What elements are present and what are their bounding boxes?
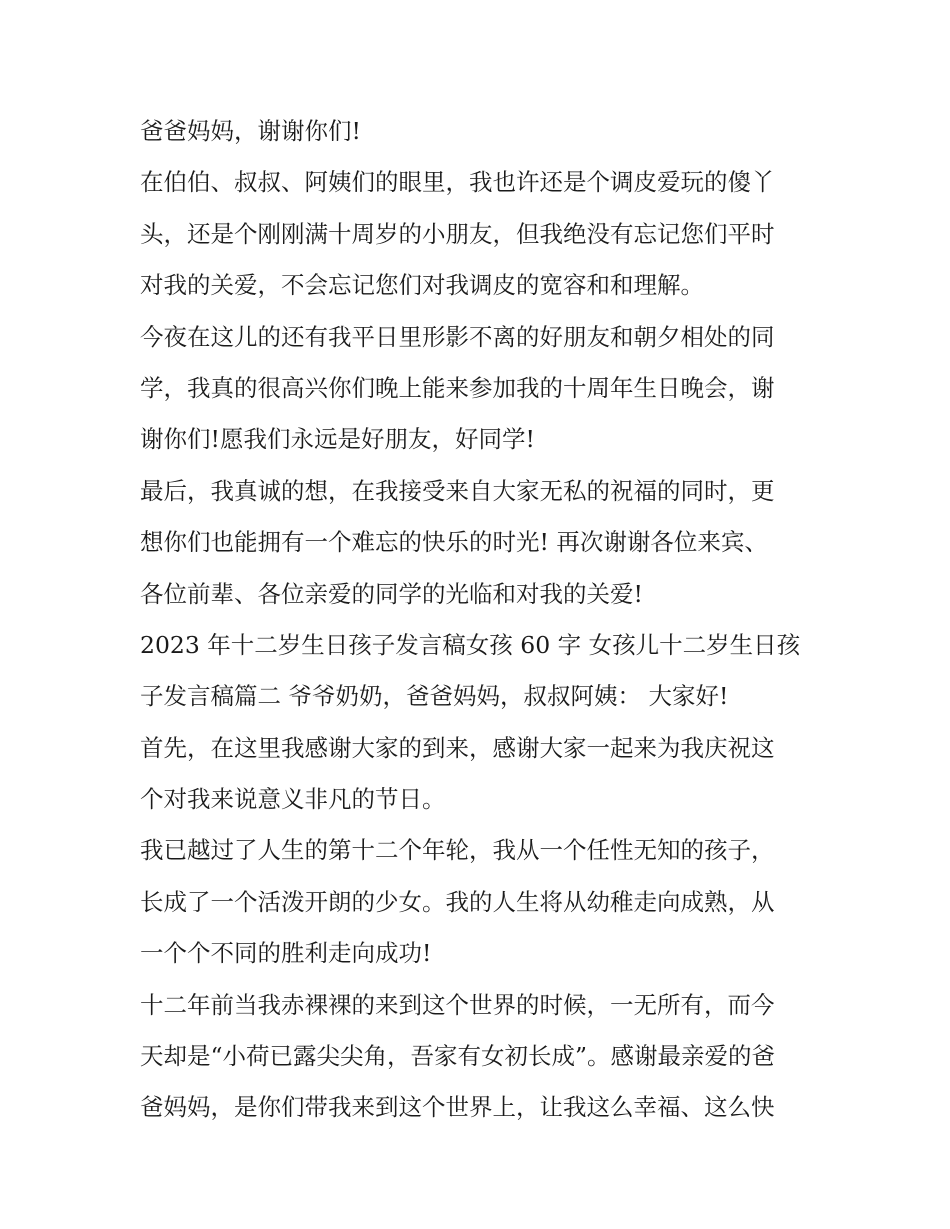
text-line: 对我的关爱，不会忘记您们对我调皮的宽容和和理解。 <box>140 271 704 300</box>
text-line: 今夜在这儿的还有我平日里形影不离的好朋友和朝夕相处的同 <box>140 322 775 351</box>
text-line: 爸妈妈，是你们带我来到这个世界上，让我这么幸福、这么快 <box>140 1093 775 1122</box>
document-body <box>140 106 816 1134</box>
text-line: 在伯伯、叔叔、阿姨们的眼里，我也许还是个调皮爱玩的傻丫 <box>140 168 775 197</box>
text-line: 首先，在这里我感谢大家的到来，感谢大家一起来为我庆祝这 <box>140 733 775 762</box>
text-line: 最后，我真诚的想，在我接受来自大家无私的祝福的同时，更 <box>140 476 775 505</box>
text-line: 长成了一个活泼开朗的少女。我的人生将从幼稚走向成熟，从 <box>140 887 775 916</box>
text-line: 想你们也能拥有一个难忘的快乐的时光! 再次谢谢各位来宾、 <box>140 528 768 557</box>
text-line: 头，还是个刚刚满十周岁的小朋友，但我绝没有忘记您们平时 <box>140 219 775 248</box>
text-line: 我已越过了人生的第十二个年轮，我从一个任性无知的孩子， <box>140 836 775 865</box>
text-line: 天却是“小荷已露尖尖角，吾家有女初长成”。感谢最亲爱的爸 <box>140 1042 776 1071</box>
text-line: 十二年前当我赤裸裸的来到这个世界的时候，一无所有，而今 <box>140 990 775 1019</box>
text-line: 一个个不同的胜利走向成功! <box>140 939 432 968</box>
text-line: 各位前辈、各位亲爱的同学的光临和对我的关爱! <box>140 579 643 608</box>
text-line: 子发言稿篇二 爷爷奶奶，爸爸妈妈，叔叔阿姨： 大家好! <box>140 682 729 711</box>
text-line: 爸爸妈妈，谢谢你们! <box>140 117 361 145</box>
text-line: 2023 年十二岁生日孩子发言稿女孩 60 字 女孩儿十二岁生日孩 <box>140 630 801 659</box>
text-line: 个对我来说意义非凡的节日。 <box>140 785 446 814</box>
text-line: 学，我真的很高兴你们晚上能来参加我的十周年生日晚会，谢 <box>140 373 775 402</box>
text-line: 谢你们!愿我们永远是好朋友，好同学! <box>140 425 535 454</box>
